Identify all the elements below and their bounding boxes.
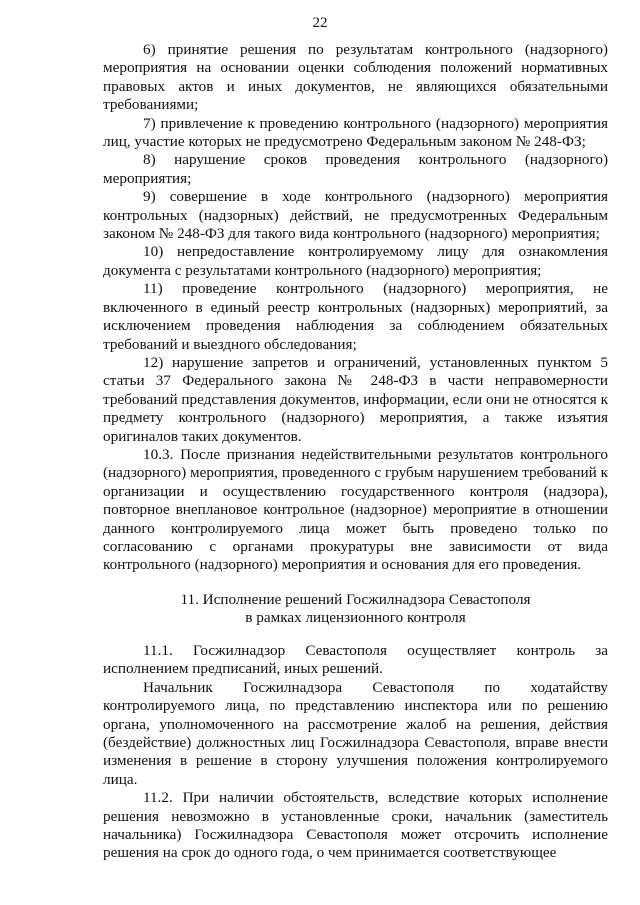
list-item-6: 6) принятие решения по результатам контрольного (надзорного) мероприятия на основании оценки соблюдения положений нормативных правовых актов и иных документов, не являющихся обязательными требованиями; [103,41,608,114]
list-item-10: 10) непредоставление контролируемому лицу для ознакомления документа с результатами контрольного (надзорного) мероприятия; [103,243,608,279]
list-item-11: 11) проведение контрольного (надзорного) мероприятия, не включенного в единый реестр контрольных (надзорных) мероприятий, за исключением проведения наблюдения за соблюдением обязательных требований и выездного обследования; [103,280,608,353]
list-item-8: 8) нарушение сроков проведения контрольного (надзорного) мероприятия; [103,151,608,187]
clause-11-1: 11.1. Госжилнадзор Севастополя осуществляет контроль за исполнением предписаний, иных решений. [103,641,608,678]
section-heading-line-1: 11. Исполнение решений Госжилнадзора Севастополя [180,590,531,608]
clause-10-3: 10.3. После признания недействительными результатов контрольного (надзорного) мероприятия, проведенного с грубым нарушением требований к организации и осуществлению государственного контроля (надзора), повторное внеплановое контрольное (надзорное) мероприятие в отношении данного контролируемого лица может быть проведено только по согласованию с органами прокуратуры вне зависимости от вида контрольного (надзорного) мероприятия и основания для его проведения. [103,445,608,574]
document-body [103,41,608,863]
clause-11-2: 11.2. При наличии обстоятельств, вследствие которых исполнение решения невозможно в установленные сроки, начальник (заместитель начальника) Госжилнадзора Севастополя может отсрочить исполнение решения на срок до одного года, о чем принимается соответствующее [103,789,608,862]
list-item-12: 12) нарушение запретов и ограничений, установленных пунктом 5 статьи 37 Федерального закона № 248-ФЗ в части неправомерности требований представления документов, информации, если они не относятся к предмету контрольного (надзорного) мероприятия, а также изъятия оригиналов таких документов. [103,353,608,445]
page-number: 22 [312,15,328,31]
section-heading-line-2: в рамках лицензионного контроля [245,609,466,627]
section-heading [103,591,608,628]
list-item-9: 9) совершение в ходе контрольного (надзорного) мероприятия контрольных (надзорных) действий, не предусмотренных Федеральным законом № 248-ФЗ для такого вида контрольного (надзорного) мероприятия; [103,188,608,243]
clause-11-1-continued: Начальник Госжилнадзора Севастополя по ходатайству контролируемого лица, по представлению инспектора или по решению органа, уполномоченного на рассмотрение жалоб на решения, действия (бездействие) должностных лиц Госжилнадзора Севастополя, вправе внести изменения в решение в сторону улучшения положения контролируемого лица. [103,678,608,788]
list-item-7: 7) привлечение к проведению контрольного (надзорного) мероприятия лиц, участие которых не предусмотрено Федеральным законом № 248-ФЗ; [103,114,608,151]
